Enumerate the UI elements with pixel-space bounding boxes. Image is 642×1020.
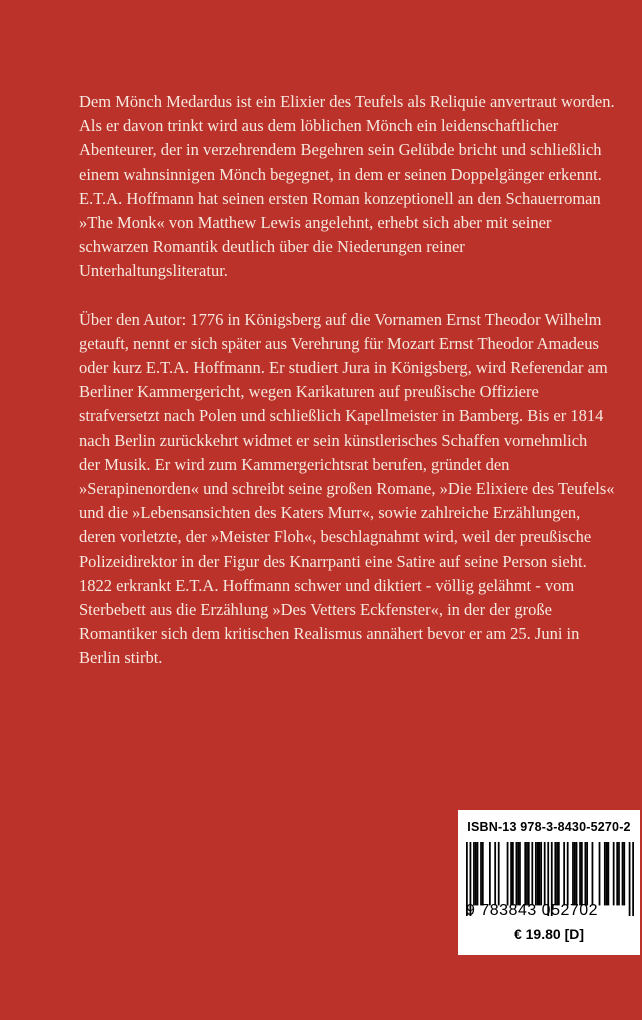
barcode-bar bbox=[586, 842, 588, 905]
barcode-bar bbox=[607, 842, 609, 905]
barcode-bar bbox=[475, 842, 477, 905]
barcode-bar bbox=[567, 842, 569, 905]
barcode-bar bbox=[540, 842, 542, 905]
text-line: Polizeidirektor in der Figur des Knarrpanti eine Satire auf seine Person sieht. bbox=[79, 551, 587, 571]
text-line: oder kurz E.T.A. Hoffmann. Er studiert Jura in Königsberg, wird Referendar am bbox=[79, 358, 608, 378]
barcode-bar bbox=[524, 842, 526, 905]
text-line: Romantiker sich dem kritischen Realismus annähert bevor er am 25. Juni in bbox=[79, 624, 580, 644]
barcode-bar bbox=[477, 842, 479, 905]
text-line: und die »Lebensansichten des Katers Murr«, sowie zahlreiche Erzählungen, bbox=[79, 503, 581, 523]
barcode-digits: 9 783843 052702 bbox=[466, 902, 599, 919]
barcode-bar bbox=[531, 842, 533, 905]
barcode-bar bbox=[558, 842, 560, 905]
text-line: Über den Autor: 1776 in Königsberg auf die Vornamen Ernst Theodor Wilhelm bbox=[79, 309, 602, 329]
barcode-bar bbox=[581, 842, 583, 905]
barcode-bar bbox=[618, 842, 620, 905]
barcode-bar bbox=[572, 842, 574, 905]
text-line: der Musik. Er wird zum Kammergerichtsrat berufen, gründet den bbox=[79, 454, 510, 474]
barcode-bar bbox=[554, 842, 556, 905]
barcode-bar bbox=[622, 842, 624, 905]
price-text: € 19.80 [D] bbox=[513, 926, 585, 942]
text-line: getauft, nennt er sich später aus Verehrung für Mozart Ernst Theodor Amadeus bbox=[79, 333, 599, 353]
text-line: Als er davon trinkt wird aus dem löblichen Mönch ein leidenschaftlicher bbox=[79, 116, 559, 136]
text-line: Abenteurer, der in verzehrendem Begehren sein Gelübde bricht und schließlich bbox=[79, 140, 602, 160]
barcode-bar bbox=[535, 842, 537, 905]
barcode-bar bbox=[623, 842, 625, 905]
text-line: Sterbebett aus die Erzählung »Des Vetters Eckfenster«, in der der große bbox=[79, 600, 552, 620]
text-line: Unterhaltungsliteratur. bbox=[79, 261, 228, 281]
barcode-bar bbox=[480, 842, 482, 905]
barcode-bar bbox=[544, 842, 546, 905]
barcode-bar bbox=[604, 842, 606, 905]
barcode-bar bbox=[507, 842, 509, 905]
back-cover-text bbox=[79, 90, 615, 671]
barcode-bar bbox=[579, 842, 581, 905]
text-line: E.T.A. Hoffmann hat seinen ersten Roman konzeptionell an den Schauerroman bbox=[79, 188, 601, 208]
barcode-bar bbox=[473, 842, 475, 905]
barcode-bar bbox=[616, 842, 618, 905]
barcode-bar bbox=[556, 842, 558, 905]
barcode-bar bbox=[489, 842, 491, 905]
barcode-bar bbox=[494, 842, 496, 905]
synopsis-paragraph bbox=[79, 90, 615, 284]
text-line: Berliner Kammergericht, wegen Karikaturen auf preußische Offiziere bbox=[79, 382, 539, 402]
text-line: 1822 erkrankt E.T.A. Hoffmann schwer und diktiert - völlig gelähmt - vom bbox=[79, 575, 575, 595]
barcode-bar bbox=[516, 842, 518, 905]
text-line: Dem Mönch Medardus ist ein Elixier des Teufels als Reliquie anvertraut worden. bbox=[79, 92, 615, 111]
text-line: »The Monk« von Matthew Lewis angelehnt, erhebt sich aber mit seiner bbox=[79, 213, 552, 233]
text-line: deren vorletzte, der »Meister Floh«, beschlagnahmt wird, weil der preußische bbox=[79, 527, 592, 547]
text-line: nach Berlin zurückkehrt widmet er sein künstlerisches Schaffen vornehmlich bbox=[79, 430, 588, 450]
barcode-bar bbox=[599, 842, 601, 905]
text-line: Berlin stirbt. bbox=[79, 648, 163, 668]
author-bio-paragraph bbox=[79, 308, 615, 671]
text-line: strafversetzt nach Polen und schließlich Kapellmeister in Bamberg. Bis er 1814 bbox=[79, 406, 604, 426]
barcode-label bbox=[458, 810, 640, 955]
isbn-text: ISBN-13 978-3-8430-5270-2 bbox=[467, 820, 631, 834]
barcode-bar bbox=[510, 842, 512, 905]
barcode-bar bbox=[517, 842, 519, 905]
barcode-bar bbox=[528, 842, 530, 905]
barcode-bar bbox=[592, 842, 594, 905]
barcode-bar bbox=[576, 842, 578, 905]
text-line: schwarzen Romantik deutlich über die Niederungen reiner bbox=[79, 237, 465, 257]
barcode-bar bbox=[512, 842, 514, 905]
barcode-bar bbox=[574, 842, 576, 905]
barcode-bar bbox=[537, 842, 539, 905]
barcode-bar bbox=[526, 842, 528, 905]
barcode-bar bbox=[584, 842, 586, 905]
barcode-bar bbox=[606, 842, 608, 905]
barcode-bar bbox=[613, 842, 615, 905]
barcode-bar bbox=[482, 842, 484, 905]
barcode-bar bbox=[539, 842, 541, 905]
barcode-bar bbox=[519, 842, 521, 905]
barcode-bar bbox=[563, 842, 565, 905]
text-line: einem wahnsinnigen Mönch begegnet, in dem er seinen Doppelgänger erkennt. bbox=[79, 164, 602, 184]
barcode-bar bbox=[498, 842, 500, 905]
text-line: »Serapinenorden« und schreibt seine großen Romane, »Die Elixiere des Teufels« bbox=[79, 479, 615, 499]
